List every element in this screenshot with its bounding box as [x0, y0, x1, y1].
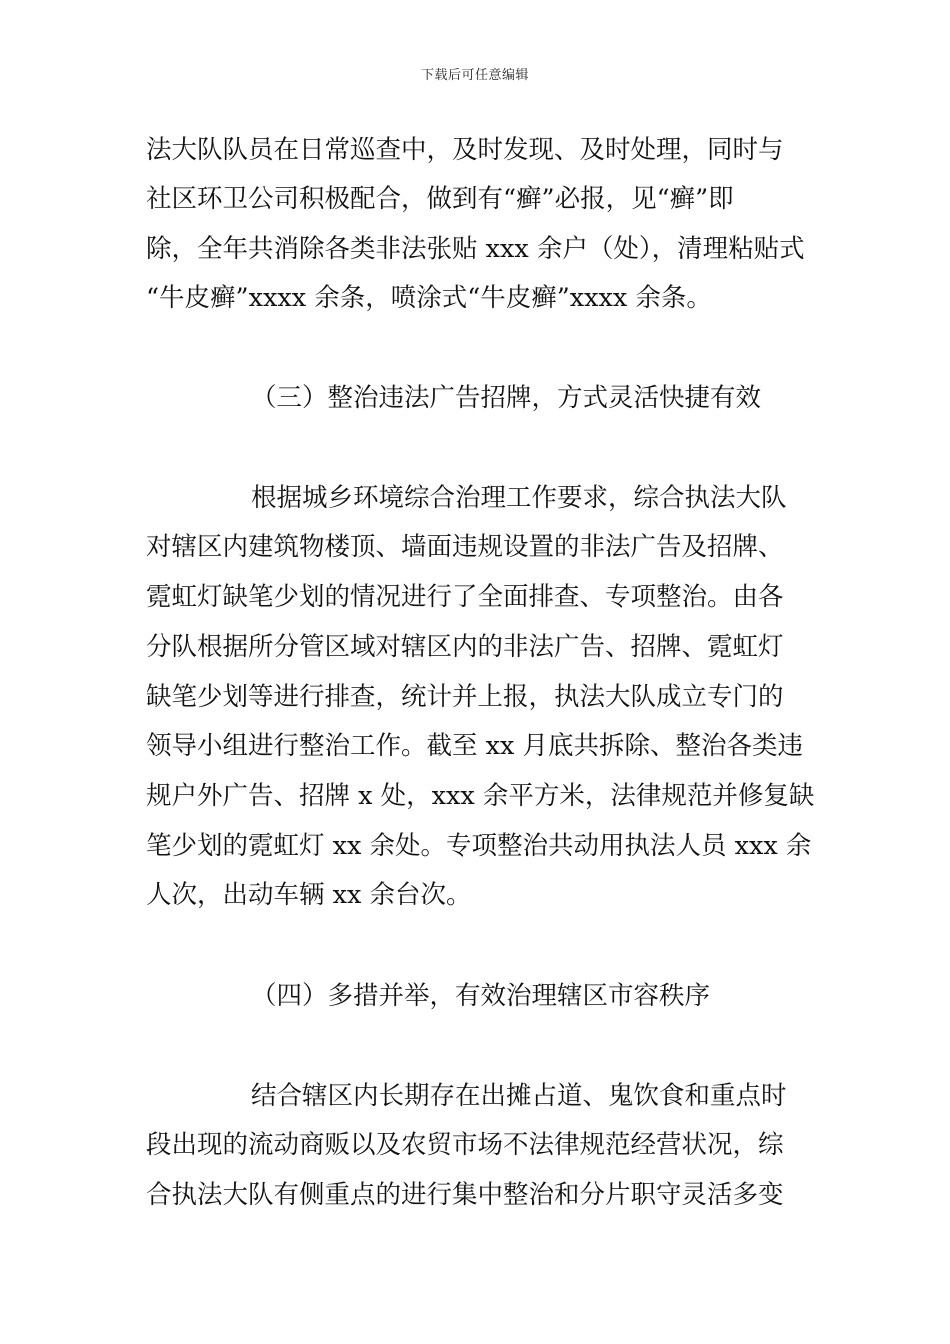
- paragraph-1-line-1: 法大队队员在日常巡查中，及时发现、及时处理，同时与: [146, 135, 784, 165]
- paragraph-3-line-1: 结合辖区内长期存在出摊占道、鬼饮食和重点时: [251, 1081, 787, 1111]
- page-header: 下载后可任意编辑: [420, 68, 529, 83]
- paragraph-1-line-2: 社区环卫公司积极配合，做到有“癣”必报，见“癣”即: [146, 184, 734, 214]
- paragraph-1-line-4: “牛皮癣”xxxx 余条，喷涂式“牛皮癣”xxxx 余条。: [146, 283, 712, 313]
- paragraph-2-line-4: 分队根据所分管区域对辖区内的非法广告、招牌、霓虹灯: [146, 632, 784, 662]
- paragraph-3-line-3: 合执法大队有侧重点的进行集中整治和分片职守灵活多变: [146, 1180, 784, 1210]
- section-heading-3: （三）整治违法广告招牌，方式灵活快捷有效: [251, 383, 762, 413]
- paragraph-3-line-2: 段出现的流动商贩以及农贸市场不法律规范经营状况，综: [146, 1130, 784, 1160]
- section-heading-4: （四）多措并举，有效治理辖区市容秩序: [251, 981, 711, 1011]
- paragraph-2-line-3: 霓虹灯缺笔少划的情况进行了全面排查、专项整治。由各: [146, 582, 784, 612]
- paragraph-1-line-3: 除，全年共消除各类非法张贴 xxx 余户（处），清理粘贴式: [146, 234, 805, 264]
- paragraph-2-line-7: 规户外广告、招牌 x 处，xxx 余平方米，法律规范并修复缺: [146, 781, 815, 811]
- paragraph-2-line-1: 根据城乡环境综合治理工作要求，综合执法大队: [251, 483, 787, 513]
- paragraph-2-line-8: 笔少划的霓虹灯 xx 余处。专项整治共动用执法人员 xxx 余: [146, 831, 812, 861]
- paragraph-2-line-2: 对辖区内建筑物楼顶、墙面违规设置的非法广告及招牌、: [146, 532, 784, 562]
- paragraph-2-line-9: 人次，出动车辆 xx 余台次。: [146, 880, 472, 910]
- paragraph-2-line-6: 领导小组进行整治工作。截至 xx 月底共拆除、整治各类违: [146, 731, 803, 761]
- paragraph-2-line-5: 缺笔少划等进行排查，统计并上报，执法大队成立专门的: [146, 682, 784, 712]
